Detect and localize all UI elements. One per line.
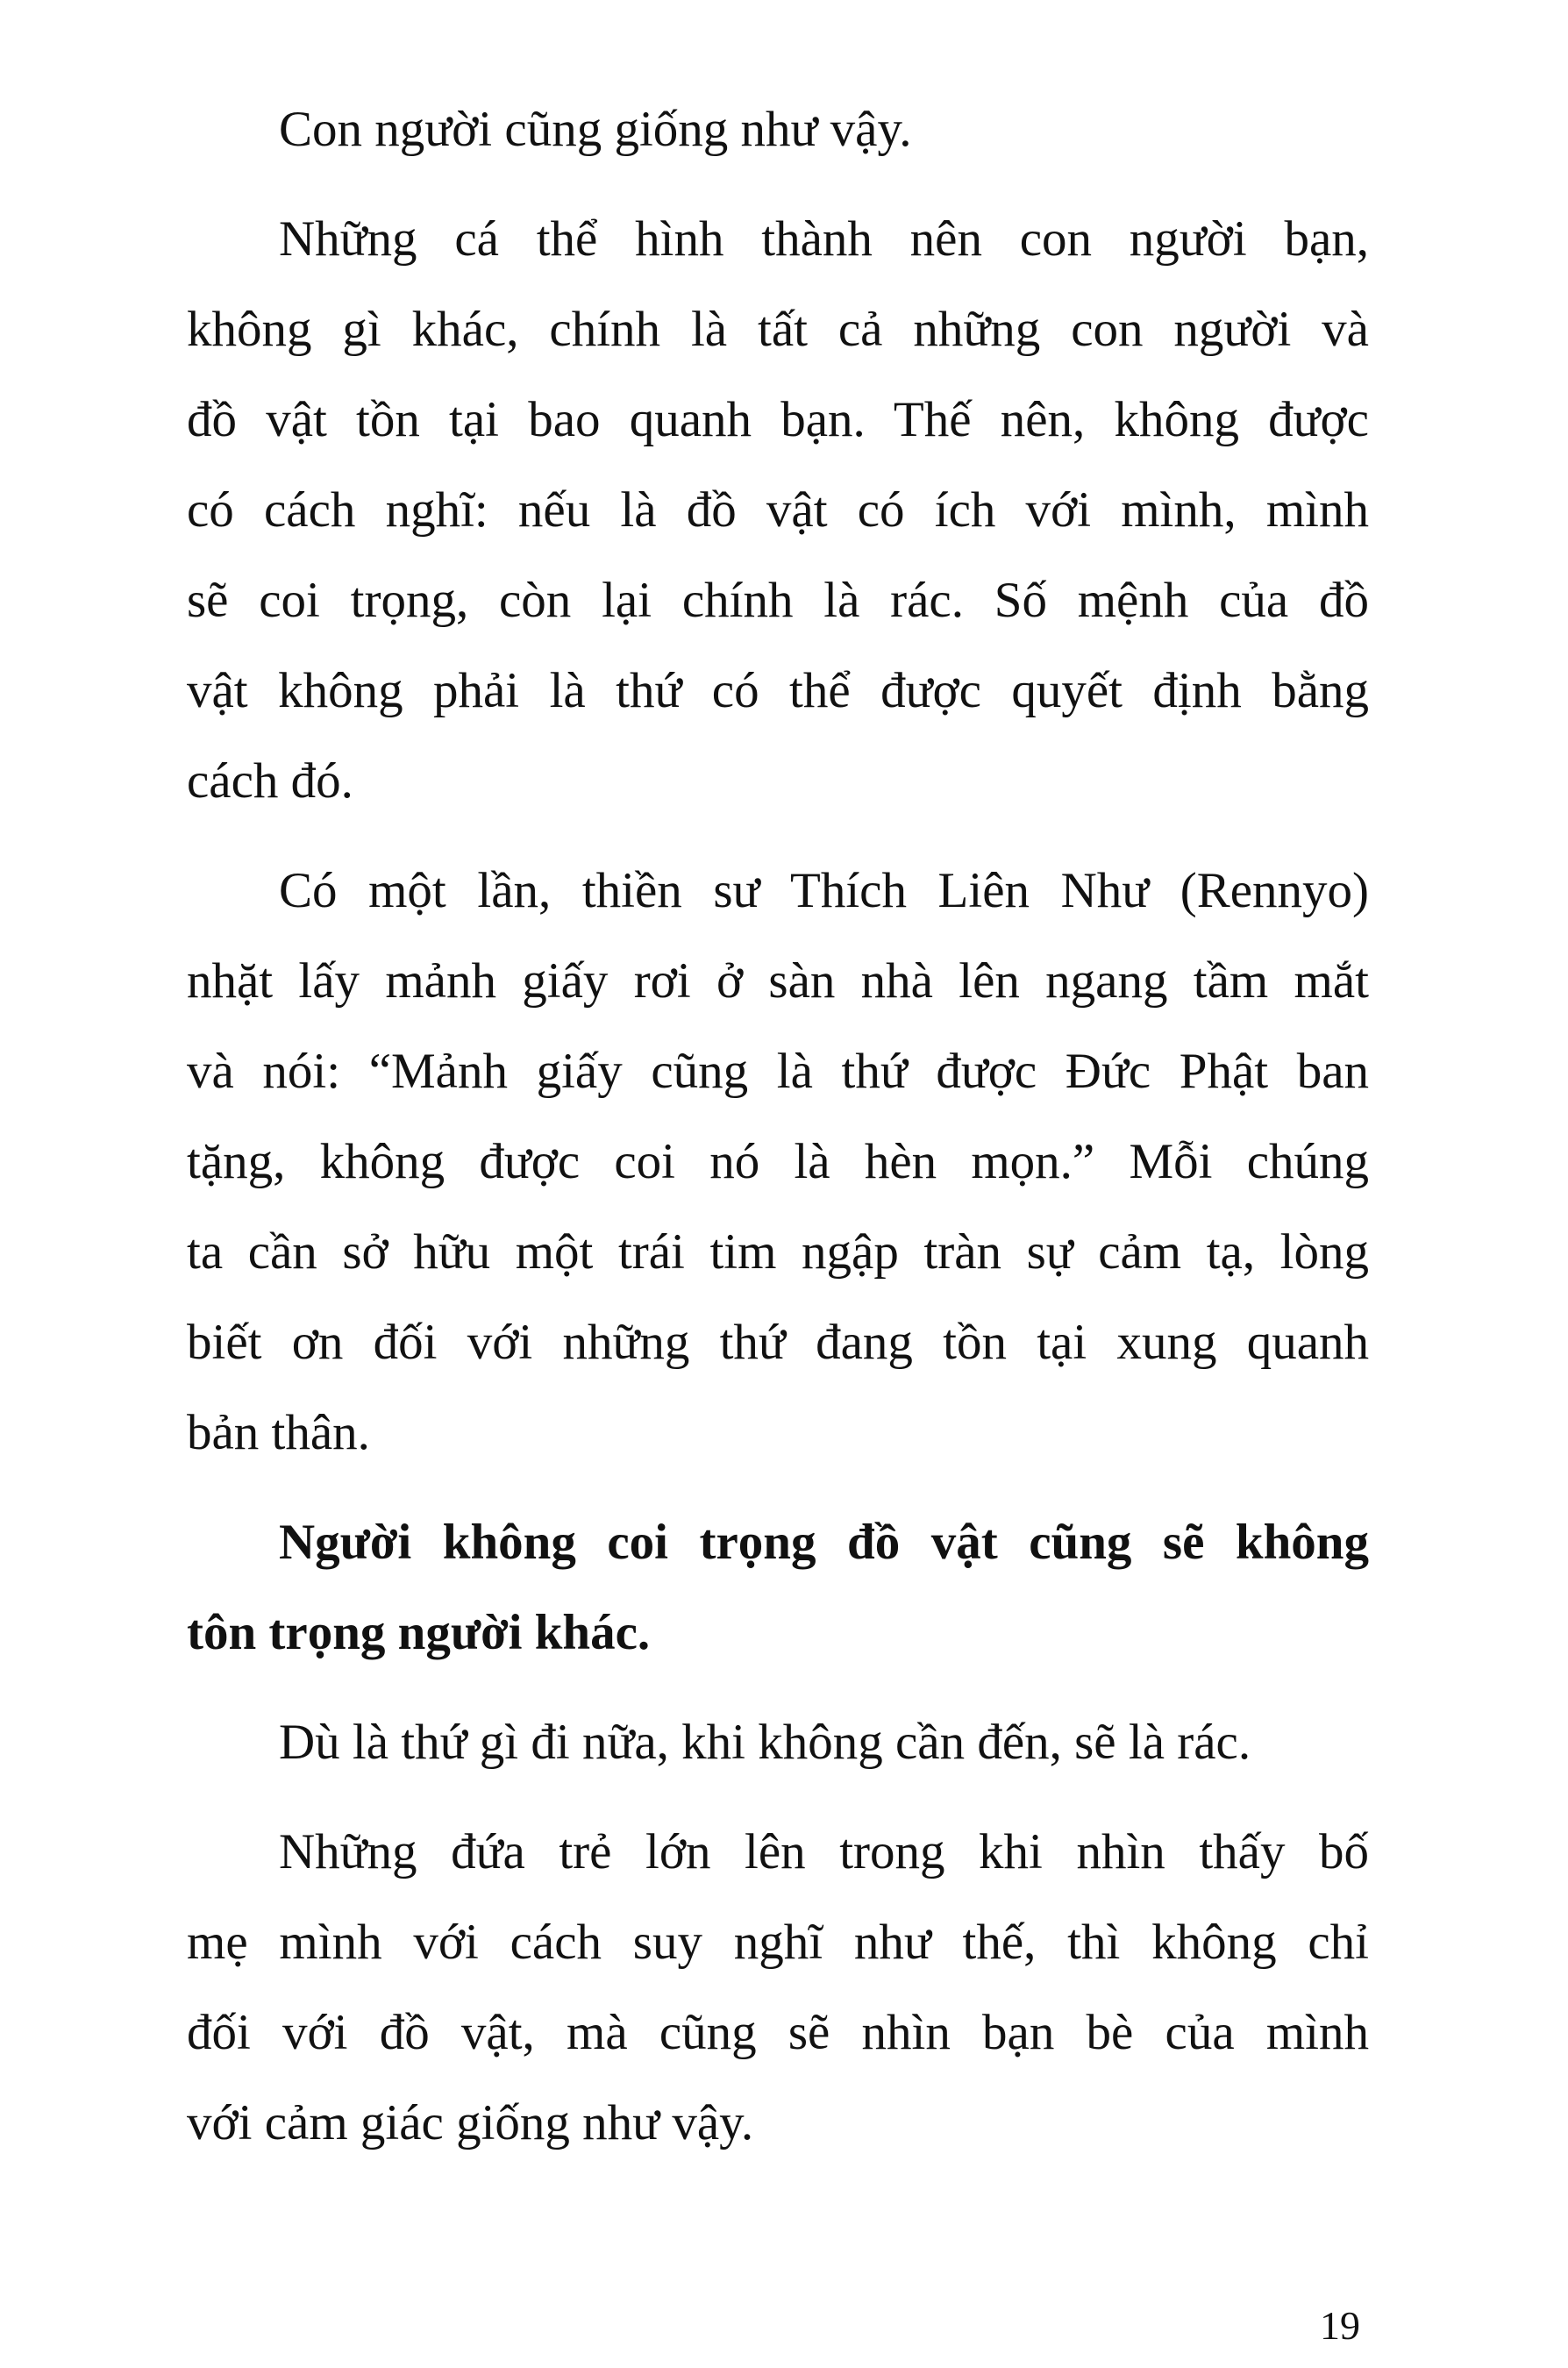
paragraph	[187, 1697, 1369, 1787]
book-page-body	[187, 84, 1369, 2168]
text-line: mẹ mình với cách suy nghĩ như thế, thì không chỉ	[187, 1915, 1369, 1970]
text-line: và nói: “Mảnh giấy cũng là thứ được Đức Phật ban	[187, 1044, 1369, 1099]
text-line: có cách nghĩ: nếu là đồ vật có ích với mình, mình	[187, 482, 1369, 538]
paragraph-gap	[187, 826, 1369, 845]
heading-line: tôn trọng người khác.	[187, 1605, 651, 1660]
text-line: cách đó.	[187, 753, 353, 809]
text-line: không gì khác, chính là tất cả những con người và	[187, 302, 1369, 357]
paragraph-gap	[187, 1478, 1369, 1497]
heading-line: Người không coi trọng đồ vật cũng sẽ không	[279, 1515, 1369, 1570]
text-line: với cảm giác giống như vậy.	[187, 2095, 754, 2150]
text-line: Những cá thể hình thành nên con người bạn,	[279, 211, 1369, 267]
text-line: Dù là thứ gì đi nữa, khi không cần đến, sẽ là rác.	[279, 1715, 1251, 1770]
text-line: sẽ coi trọng, còn lại chính là rác. Số mệnh của đồ	[187, 573, 1369, 628]
text-line: đối với đồ vật, mà cũng sẽ nhìn bạn bè của mình	[187, 2005, 1369, 2060]
text-line: bản thân.	[187, 1405, 370, 1460]
paragraph	[187, 1807, 1369, 2168]
text-line: ta cần sở hữu một trái tim ngập tràn sự cảm tạ, lòng	[187, 1224, 1369, 1280]
text-line: Con người cũng giống như vậy.	[279, 102, 912, 157]
paragraph-gap	[187, 1678, 1369, 1697]
paragraph	[187, 194, 1369, 826]
page-number: 19	[1320, 2303, 1360, 2348]
text-line: đồ vật tồn tại bao quanh bạn. Thế nên, không được	[187, 392, 1369, 447]
text-line: tặng, không được coi nó là hèn mọn.” Mỗi chúng	[187, 1134, 1369, 1189]
text-line: biết ơn đối với những thứ đang tồn tại xung quanh	[187, 1315, 1369, 1370]
paragraph	[187, 845, 1369, 1478]
text-line: nhặt lấy mảnh giấy rơi ở sàn nhà lên ngang tầm mắt	[187, 953, 1369, 1009]
text-line: vật không phải là thứ có thể được quyết định bằng	[187, 663, 1369, 718]
section-heading	[187, 1497, 1369, 1678]
paragraph-gap	[187, 175, 1369, 194]
text-line: Có một lần, thiền sư Thích Liên Như (Rennyo)	[279, 863, 1369, 918]
paragraph-gap	[187, 1787, 1369, 1807]
text-line: Những đứa trẻ lớn lên trong khi nhìn thấy bố	[279, 1824, 1369, 1879]
paragraph	[187, 84, 1369, 175]
